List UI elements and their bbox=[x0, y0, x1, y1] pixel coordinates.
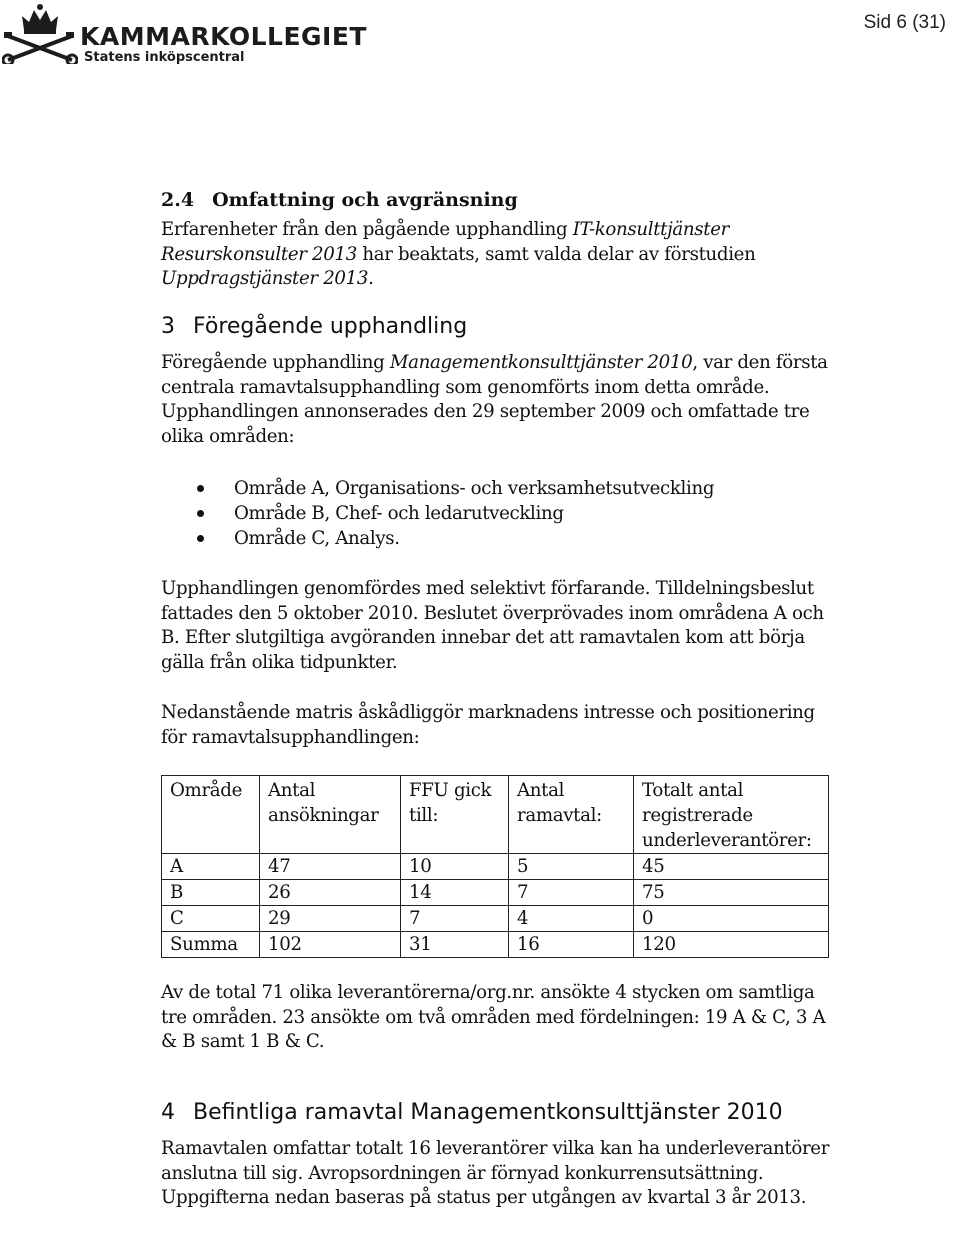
section-3-paragraph-4: Av de total 71 olika leverantörerna/org.nr. ansökte 4 stycken om samtliga tre områden. 23 ansökte om två områden med fördelningen: 19 A & C, 3 A & B samt 1 B & C. bbox=[161, 982, 826, 1053]
table-header-cell: Antal ansökningar bbox=[260, 776, 401, 854]
section-title: Befintliga ramavtal Managementkonsulttjänster 2010 bbox=[193, 1100, 783, 1125]
table-cell: 16 bbox=[509, 932, 634, 958]
logo-subtitle: Statens inköpscentral bbox=[84, 50, 245, 65]
table-cell: 10 bbox=[401, 854, 509, 880]
market-interest-table bbox=[161, 775, 829, 958]
section-number: 4 bbox=[161, 1100, 175, 1125]
list-item: Område C, Analys. bbox=[161, 526, 714, 551]
text-run: Erfarenheter från den pågående upphandling bbox=[161, 219, 573, 240]
table-cell: 31 bbox=[401, 932, 509, 958]
text-run: , var den första centrala ramavtalsupphandling som genomförts inom detta område. Upphandlingen annonserades den 29 september 2009 och omfattade tre olika områden: bbox=[161, 352, 828, 447]
table-cell: 26 bbox=[260, 880, 401, 906]
table-cell: 14 bbox=[401, 880, 509, 906]
table-cell: 7 bbox=[401, 906, 509, 932]
table-cell: 29 bbox=[260, 906, 401, 932]
page-number: Sid 6 (31) bbox=[863, 12, 946, 33]
section-3-paragraph-1 bbox=[161, 351, 841, 449]
table-row bbox=[162, 880, 829, 906]
kammarkollegiet-logo bbox=[2, 2, 367, 66]
table-cell: 7 bbox=[509, 880, 634, 906]
table-cell: 5 bbox=[509, 854, 634, 880]
areas-bullet-list bbox=[161, 476, 714, 551]
section-3-paragraph-2: Upphandlingen genomfördes med selektivt förfarande. Tilldelningsbeslut fattades den 5 oktober 2010. Beslutet överprövades inom områdena A och B. Efter slutgiltiga avgöranden innebar det att ramavtalen kom att börja gälla från olika tidpunkter. bbox=[161, 578, 824, 673]
logo-name: KAMMARKOLLEGIET bbox=[80, 22, 367, 51]
list-item: Område A, Organisations- och verksamhetsutveckling bbox=[161, 476, 714, 501]
section-3-heading bbox=[161, 314, 467, 339]
table-header-cell: Område bbox=[162, 776, 260, 854]
table-cell: Summa bbox=[162, 932, 260, 958]
table-header-cell: Totalt antal registrerade underleverantörer: bbox=[634, 776, 829, 854]
table-cell: 0 bbox=[634, 906, 829, 932]
section-2-4-paragraph bbox=[161, 218, 841, 292]
table-cell: 4 bbox=[509, 906, 634, 932]
table-header-cell: FFU gick till: bbox=[401, 776, 509, 854]
table-cell: B bbox=[162, 880, 260, 906]
section-number: 3 bbox=[161, 314, 175, 339]
italic-text-run: Managementkonsulttjänster 2010 bbox=[389, 352, 693, 373]
section-4-paragraph-1: Ramavtalen omfattar totalt 16 leverantörer vilka kan ha underleverantörer anslutna till sig. Avropsordningen är förnyad konkurrensutsättning. Uppgifterna nedan baseras på status per utgången av kvartal 3 år 2013. bbox=[161, 1138, 830, 1209]
section-4-heading bbox=[161, 1100, 783, 1125]
list-item: Område B, Chef- och ledarutveckling bbox=[161, 501, 714, 526]
italic-text-run: IT-konsulttjänster Resurskonsulter 2013 bbox=[161, 219, 729, 265]
table-cell: 47 bbox=[260, 854, 401, 880]
table-header-cell: Antal ramavtal: bbox=[509, 776, 634, 854]
table-row bbox=[162, 854, 829, 880]
section-title: Föregående upphandling bbox=[193, 314, 468, 339]
text-run: har beaktats, samt valda delar av förstudien bbox=[356, 243, 756, 265]
section-2-4-heading bbox=[161, 189, 518, 211]
table-header-row bbox=[162, 776, 829, 854]
section-3-paragraph-3: Nedanstående matris åskådliggör marknadens intresse och positionering för ramavtalsupphandlingen: bbox=[161, 702, 815, 748]
table-cell: A bbox=[162, 854, 260, 880]
table-cell: C bbox=[162, 906, 260, 932]
italic-text-run: Uppdragstjänster 2013. bbox=[161, 268, 374, 290]
table-row bbox=[162, 932, 829, 958]
section-title: Omfattning och avgränsning bbox=[212, 189, 518, 211]
text-run: Föregående upphandling bbox=[161, 352, 390, 373]
table-cell: 75 bbox=[634, 880, 829, 906]
table-row bbox=[162, 906, 829, 932]
table-cell: 45 bbox=[634, 854, 829, 880]
table-cell: 120 bbox=[634, 932, 829, 958]
table-cell: 102 bbox=[260, 932, 401, 958]
section-number: 2.4 bbox=[161, 189, 195, 211]
crown-keys-logo-icon bbox=[2, 2, 78, 64]
